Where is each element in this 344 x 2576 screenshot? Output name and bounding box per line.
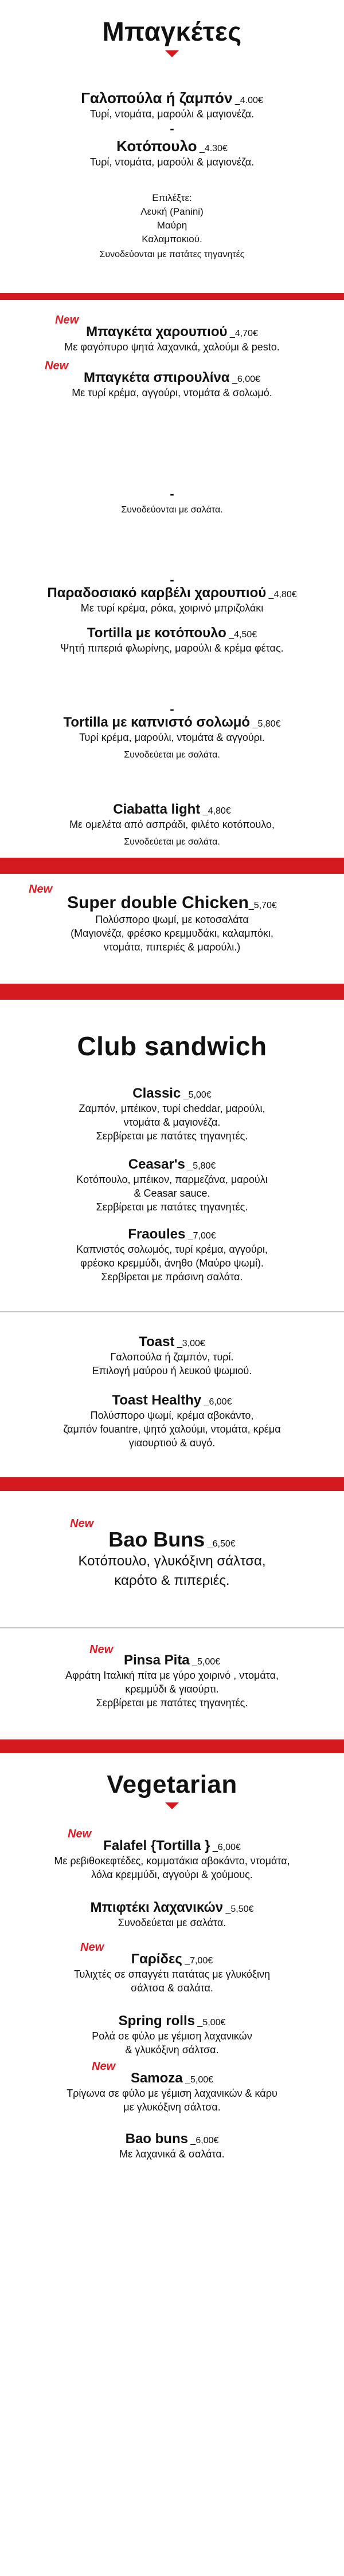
item-price: _4.00€ [232,96,263,105]
menu-item [0,1652,344,1710]
item-description: & γλυκόξινη σάλτσα. [125,2044,219,2056]
item-description: & Ceasar sauce. [134,1188,210,1199]
menu-item [0,585,344,615]
item-price: _6,00€ [229,374,260,384]
title-marker [165,50,179,57]
item-description: Τρίγωνα σε φύλο με γέμιση λαχανικών & κάρυ [67,2088,277,2099]
section-club-sandwich [0,1031,344,1062]
menu-item [0,2070,344,2114]
item-name: Samoza [130,2070,183,2086]
item-description: Σερβίρεται με πατάτες τηγανητές. [96,1130,248,1142]
menu-item [0,1900,344,1930]
item-name: Παραδοσιακό καρβέλι χαρουπιού [47,585,267,601]
item-description: Με ομελέτα από ασπράδι, φιλέτο κοτόπουλο, [69,819,275,830]
item-name: Bao buns [125,2131,188,2147]
item-name: Γαλοπούλα ή ζαμπόν [81,89,233,106]
item-description: Κοτόπουλο, μπέικον, παρμεζάνα, μαρούλι [76,1174,268,1185]
item-description: Πολύσπορο ψωμί, κρέμα αβοκάντο, [90,1410,254,1421]
item-name: Pinsa Pita [123,1652,190,1668]
item-description: Ρολά σε φύλο με γέμιση λαχανικών [92,2030,252,2042]
title-marker [165,1802,179,1809]
item-name: Tortilla με κοτόπουλο [87,625,226,641]
item-price: _6,50€ [205,1539,236,1549]
menu-item [0,1392,344,1450]
section-title: Μπαγκέτες [102,17,242,46]
item-price: _4.30€ [197,144,228,153]
item-name: Μπαγκέτα χαρουπιού [86,324,228,340]
item-description: Κοτόπουλο, γλυκόξινη σάλτσα, [78,1553,266,1569]
menu-item [0,370,344,400]
choice-option: Λευκή (Panini) [140,206,204,217]
item-name: Fraoules [128,1226,186,1242]
menu-item [0,1951,344,1995]
new-badge: New [92,2060,116,2073]
item-description: Με τυρί κρέμα, ρόκα, χοιρινό μπριζολάκι [80,602,264,614]
separator-dash: - [170,573,174,587]
item-price: _5,50€ [223,1904,254,1914]
item-description: Σερβίρεται με πράσινη σαλάτα. [101,1271,243,1283]
new-badge: New [29,883,53,896]
new-badge: New [70,1517,94,1530]
menu-item [0,499,344,516]
new-badge: New [89,1643,114,1656]
new-badge: New [55,314,79,326]
item-description: Επιλογή μαύρου ή λευκού ψωμιού. [92,1365,252,1376]
menu-item [0,1157,344,1214]
item-name: Spring rolls [118,2013,195,2029]
item-price: _4,50€ [226,630,257,640]
item-name: Κοτόπουλο [116,137,197,155]
item-description: Αφράτη Ιταλική πίτα με γύρο χοιρινό , ντομάτα, [65,1670,279,1681]
item-name: Super double Chicken [67,893,249,912]
menu-item [0,2131,344,2161]
item-description: κρεμμύδι & γιαούρτι. [125,1683,219,1695]
item-description: Τυλιχτές σε σπαγγέτι πατάτας με γλυκόξινη [74,1969,270,1980]
item-price: _5,00€ [189,1657,221,1667]
item-description: Καπνιστός σολωμός, τυρί κρέμα, αγγούρι, [76,1244,268,1255]
item-name: Bao Buns [108,1528,205,1551]
item-description: Με φαγόπυρο ψητά λαχανικά, χαλούμι & pesto. [64,341,280,353]
item-description: ζαμπόν fouantre, ψητό χαλούμι, ντομάτα, κρέμα [63,1423,281,1435]
divider-line [0,1311,344,1312]
choice-block [0,191,344,261]
menu-item [0,137,344,169]
item-description: Συνοδεύεται με σαλάτα. [118,1917,226,1928]
item-description: με γλυκόξινη σάλτσα. [123,2101,221,2113]
item-price: _5,70€ [248,901,277,910]
item-price: _5,80€ [185,1161,216,1171]
item-description: λόλα κρεμμύδι, αγγούρι & χούμους. [91,1869,253,1880]
divider-line [0,1627,344,1628]
item-name: Toast Healthy [112,1392,202,1408]
item-description: γιαουρτιού & αυγό. [128,1437,216,1449]
new-badge: New [45,360,69,372]
serving-note: Συνοδεύεται με σαλάτα. [124,750,220,760]
menu-item [0,715,344,762]
red-divider [0,858,344,874]
item-price: _5,00€ [182,2075,214,2085]
menu-item [0,1528,344,1591]
separator-dash: - [170,487,174,501]
item-description: Τυρί κρέμα, μαρούλι, ντομάτα & αγγούρι. [79,732,265,743]
new-badge: New [68,1828,92,1840]
item-name: Γαρίδες [131,1951,182,1967]
item-description: Τυρί, ντομάτα, μαρούλι & μαγιονέζα. [89,156,255,168]
item-price: _5,80€ [250,719,281,729]
choice-option: Καλαμποκιού. [142,234,202,244]
menu-item [0,1086,344,1143]
item-name: Falafel {Tortilla } [103,1838,210,1853]
item-name: Classic [132,1086,181,1101]
item-price: _5,00€ [181,1090,212,1100]
item-name: Ceasar's [128,1157,185,1172]
menu-item [0,1334,344,1378]
choice-heading: Επιλέξτε: [152,192,192,203]
section-vegetarian [0,1770,344,1809]
item-description: Με λαχανικά & σαλάτα. [119,2148,225,2160]
menu-item [0,1838,344,1881]
menu-item [0,893,344,954]
section-title: Club sandwich [77,1031,267,1061]
menu-item [0,625,344,660]
choice-option: Μαύρη [157,220,187,231]
item-price: _6,00€ [201,1397,232,1407]
menu-item [0,2013,344,2057]
item-description: Τυρί, ντομάτα, μαρούλι & μαγιονέζα. [89,108,255,120]
serving-note: Συνοδεύεται με σαλάτα. [124,837,220,847]
item-description: ντομάτα & μαγιονέζα. [123,1117,221,1128]
item-description: σάλτσα & σαλάτα. [131,1982,213,1994]
item-price: _7,00€ [185,1231,216,1241]
item-name: Ciabatta light [113,802,201,817]
item-price: _4,80€ [200,806,231,816]
item-description: Σερβίρεται με πατάτες τηγανητές. [96,1201,248,1213]
item-price: _3,00€ [174,1339,205,1348]
red-divider [0,293,344,300]
serving-note: Συνοδεύονται με πατάτες τηγανητές [99,250,245,259]
red-divider [0,1739,344,1753]
item-description: Με τυρί κρέμα, αγγούρι, ντομάτα & σολωμό. [72,387,272,399]
new-badge: New [80,1941,104,1954]
item-description: ντομάτα, πιπεριές & μαρούλι.) [103,941,241,953]
item-description: (Μαγιονέζα, φρέσκο κρεμμυδάκι, καλαμπόκι, [71,928,273,939]
item-price: _5,00€ [194,2018,226,2027]
item-description: καρότο & πιπεριές. [114,1573,230,1588]
serving-note: Συνοδεύονται με σαλάτα. [121,505,223,515]
menu-item [0,802,344,849]
item-name: Μπιφτέκι λαχανικών [90,1900,224,1915]
menu-item [0,1226,344,1284]
separator-dash: - [170,702,174,716]
item-description: Πολύσπορο ψωμί, με κοτοσαλάτα [95,914,249,925]
item-name: Tortilla με καπνιστό σολωμό [63,715,251,730]
separator-dash: - [170,121,174,136]
item-price: _6,00€ [210,1843,241,1852]
item-price: _6,00€ [187,2136,219,2145]
item-description: Ψητή πιπεριά φλωρίνης, μαρούλι & κρέμα φέτας. [60,642,284,654]
red-divider [0,984,344,1000]
section-baguettes [0,16,344,57]
item-description: Γαλοπούλα ή ζαμπόν, τυρί. [110,1351,234,1363]
item-description: Σερβίρεται με πατάτες τηγανητές. [96,1697,248,1709]
menu-item [0,89,344,121]
item-name: Toast [139,1334,175,1350]
menu-item [0,324,344,354]
item-description: φρέσκο κρεμμύδι, άνηθο (Μαύρο ψωμί). [80,1257,264,1269]
section-title: Vegetarian [107,1770,237,1798]
item-description: Με ρεβιθοκεφτέδες, κομματάκια αβοκάντο, ντομάτα, [54,1855,290,1867]
item-price: _7,00€ [182,1956,213,1966]
red-divider [0,1477,344,1491]
item-price: _4,80€ [266,590,297,599]
item-name: Μπαγκέτα σπιρουλίνα [84,370,230,385]
item-description: Ζαμπόν, μπέικον, τυρί cheddar, μαρούλι, [79,1103,265,1114]
item-price: _4,70€ [227,329,258,338]
